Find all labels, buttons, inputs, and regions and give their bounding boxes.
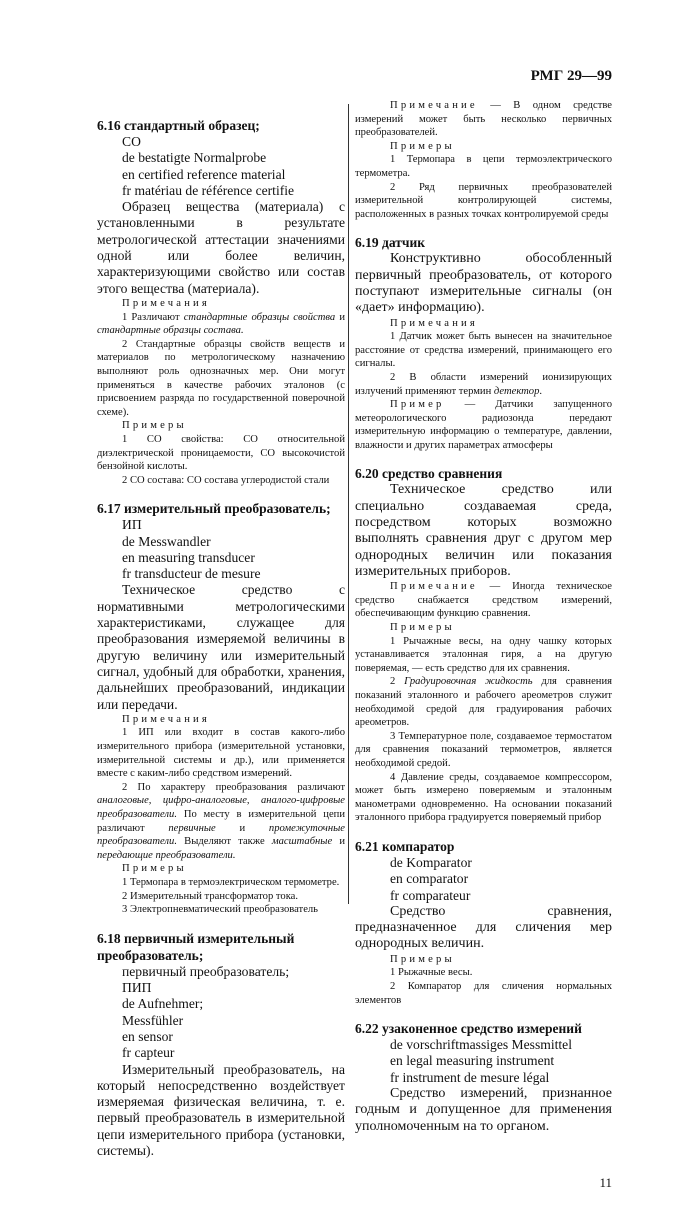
column-divider	[348, 104, 349, 904]
term-translation	[97, 134, 345, 150]
term-translation	[97, 1029, 345, 1045]
document-code-header: РМГ 29—99	[530, 68, 612, 84]
notes-heading	[97, 419, 345, 433]
text-run: Примечания	[390, 317, 478, 329]
text-run: fr transducteur de mesure	[122, 566, 261, 582]
note-paragraph	[355, 771, 612, 825]
section-title: измерительный преобразователь;	[124, 501, 331, 517]
text-run: 2 В области измерений ионизирующих излучений применяют термин	[355, 371, 612, 397]
term-section	[97, 930, 345, 1160]
section-title: стандартный образец;	[124, 118, 260, 133]
section-heading	[355, 838, 612, 855]
definition	[97, 199, 345, 297]
text-run: ПИП	[122, 980, 152, 996]
term-translation	[355, 1053, 612, 1069]
term-translation	[97, 1013, 345, 1029]
text-run: en comparator	[390, 871, 469, 887]
text-run: стандартные образцы свойства	[183, 311, 336, 323]
text-run: Messfühler	[122, 1012, 184, 1028]
text-run: Выделяют также	[177, 836, 272, 848]
text-run: en certified reference material	[122, 166, 286, 182]
text-run: .	[539, 385, 543, 397]
term-translation	[355, 888, 612, 904]
text-run: fr instrument de mesure légal	[390, 1069, 550, 1085]
section-heading	[355, 465, 612, 482]
text-run: en measuring transducer	[122, 549, 255, 565]
definition	[355, 1086, 612, 1135]
page-number: 11	[599, 1174, 612, 1190]
text-run: Средство сравнения, предназначенное для сличения мер однородных величин.	[355, 903, 612, 952]
text-run: 2	[390, 676, 405, 688]
notes-heading	[97, 862, 345, 876]
text-run: 3 Температурное поле, создаваемое термостатом для сравнения показаний термометров, является необходимой средой.	[355, 730, 612, 769]
term-translation	[97, 517, 345, 533]
term-translation	[97, 534, 345, 550]
section-heading	[97, 930, 345, 964]
term-section	[355, 838, 612, 1007]
text-run: 1 Термопара в термоэлектрическом термометре.	[122, 876, 340, 888]
notes-heading	[355, 317, 612, 331]
text-run: 2 По характеру преобразования различают	[122, 781, 345, 793]
note-paragraph	[355, 980, 612, 1007]
text-run: Примечания	[122, 713, 210, 725]
text-run: стандартные образцы состава.	[97, 325, 244, 337]
section-number: 6.22	[355, 1021, 379, 1037]
notes-heading	[97, 297, 345, 311]
right-column	[355, 99, 612, 1135]
text-run: 1 Рычажные весы, на одну чашку которых устанавливается эталонная гиря, а на другую поверяемая, — есть средство для их сравнения.	[355, 635, 612, 674]
text-run: 1 Рыжачные весы.	[390, 967, 473, 979]
left-column	[97, 117, 345, 1159]
note-paragraph	[355, 371, 612, 398]
left-column-wrapper	[97, 117, 345, 1172]
section-number: 6.19	[355, 235, 379, 251]
section-number: 6.17	[97, 501, 121, 517]
text-run: Средство измерений, признанное годным и допущенное для применения уполномоченным на то органом.	[355, 1085, 612, 1134]
term-translation	[97, 167, 345, 183]
text-run: de bestatigte Normalprobe	[122, 150, 267, 166]
term-section	[355, 1020, 612, 1135]
text-run: Конструктивно обособленный первичный преобразователь, от которого поступают измерительные сигналы (он «дает» информацию).	[355, 251, 612, 316]
text-run: en sensor	[122, 1028, 173, 1044]
notes-heading	[355, 621, 612, 635]
note-paragraph	[97, 474, 345, 488]
section-title: компаратор	[382, 838, 455, 854]
text-run: и	[332, 836, 345, 848]
text-run: СО	[122, 134, 141, 149]
term-translation	[97, 550, 345, 566]
text-run: en legal measuring instrument	[390, 1053, 555, 1069]
definition	[355, 904, 612, 953]
text-run: Техническое средство или специально создаваемая среда, посредством которых возможно выполнять сравнения друг с другом мер однородных величин или показания измерительных приборов.	[355, 482, 612, 579]
text-run: Примечание	[390, 581, 478, 593]
term-section	[355, 465, 612, 824]
note-paragraph	[97, 726, 345, 780]
term-section	[355, 234, 612, 452]
text-run: для сравнения показаний эталонного и рабочего ареометров служит необходимой средой для градуирования рабочих ареометров.	[355, 676, 612, 729]
text-run: fr comparateur	[390, 887, 471, 903]
note-paragraph	[355, 99, 612, 140]
text-run: 1 ИП или входит в состав какого-либо измерительного прибора (измерительной установки, измерительной системы и др.), или применяется вместе с каким-либо средством измерений.	[97, 727, 345, 780]
text-run: fr capteur	[122, 1045, 175, 1061]
text-run: Измерительный преобразователь, на который непосредственно воздействует измеряемая физическая величина, т. е. первый преобразователь в измерительной цепи измерительного прибора (установки, системы).	[97, 1061, 345, 1159]
text-run: — Датчики запущенного метеорологического радиозонда передают измерительную информацию о температуре, давлении, влажности и других параметрах атмосферы	[355, 399, 612, 451]
term-translation	[97, 980, 345, 996]
definition	[97, 582, 345, 712]
section-number: 6.16	[97, 118, 121, 133]
text-run: de Messwandler	[122, 533, 211, 549]
definition	[355, 482, 612, 580]
text-run: детектор	[493, 385, 540, 397]
note-paragraph	[355, 181, 612, 222]
term-translation	[97, 964, 345, 980]
text-run: 2 Ряд первичных преобразователей измерительной контролирующей системы, расположенных в разных точках контролируемой среды	[355, 181, 612, 220]
term-section	[97, 500, 345, 916]
term-translation	[97, 1045, 345, 1061]
text-run: промежуточные преобразователи.	[97, 822, 345, 848]
text-run: Примеры	[122, 420, 187, 432]
note-paragraph	[355, 153, 612, 180]
section-number: 6.21	[355, 838, 379, 854]
text-run: Примечание	[390, 100, 478, 111]
notes-heading	[355, 140, 612, 154]
text-run: 1 Датчик может быть вынесен на значительное расстояние от средства измерений, принимающего его сигналы.	[355, 331, 612, 370]
note-paragraph	[97, 781, 345, 863]
section-heading	[97, 500, 345, 517]
note-paragraph	[355, 966, 612, 980]
text-run: Примеры	[390, 953, 455, 965]
term-translation	[97, 183, 345, 199]
note-paragraph	[97, 876, 345, 890]
text-run: 1 Различают	[122, 311, 184, 323]
text-run: de vorschriftmassiges Messmittel	[390, 1037, 572, 1053]
text-run: 2 Стандартные образцы свойств веществ и материалов по метрологическому назначению выполняют роль однозначных мер. Они могут применяться в качестве рабочих эталонов (с присвоением разряда по государственной поверочной схеме).	[97, 338, 345, 418]
text-run: Образец вещества (материала) с установленными в результате метрологической аттестации значениями одной или более величин, характеризующими свойство или состав этого вещества (материала).	[97, 199, 345, 296]
notes-heading	[355, 953, 612, 967]
text-run: Пример	[390, 399, 445, 411]
text-run: масштабные	[271, 836, 333, 848]
text-run: — Иногда техническое средство снабжается средством измерений, обеспечивающим функцию сравнения.	[355, 581, 612, 620]
term-section	[355, 99, 612, 221]
note-paragraph	[97, 338, 345, 420]
text-run: ИП	[122, 517, 142, 533]
text-run: и	[215, 822, 269, 834]
term-section	[97, 117, 345, 487]
right-column-wrapper	[355, 99, 612, 1211]
text-run: de Komparator	[390, 854, 472, 870]
text-run: fr matériau de référence certifie	[122, 182, 295, 198]
text-run: аналоговые, цифро-аналоговые, аналого-цифровые преобразователи.	[97, 795, 345, 820]
text-run: Примеры	[390, 622, 455, 634]
definition	[355, 251, 612, 316]
note-paragraph	[355, 675, 612, 729]
text-run: 4 Давление среды, создаваемое компрессором, может быть измерено поверяемым и эталонным манометрами одновременно. На основании показаний эталонного прибора градуируется поверяемый прибор	[355, 771, 612, 824]
text-run: 2 Измерительный трансформатор тока.	[122, 890, 299, 902]
text-run: 1 Термопара в цепи термоэлектрического термометра.	[355, 154, 612, 179]
note-paragraph	[97, 890, 345, 904]
term-translation	[97, 996, 345, 1012]
note-paragraph	[355, 635, 612, 676]
section-heading	[97, 117, 345, 134]
text-run: Примеры	[390, 140, 455, 152]
term-translation	[355, 871, 612, 887]
text-run: de Aufnehmer;	[122, 996, 204, 1012]
term-translation	[97, 150, 345, 166]
text-run: — В одном средстве измерений может быть несколько первичных преобразователей.	[355, 100, 612, 139]
notes-heading	[97, 713, 345, 727]
note-paragraph	[97, 433, 345, 474]
section-heading	[355, 1020, 612, 1037]
text-run: Градуировочная жидкость	[404, 676, 533, 688]
text-run: 3 Электропневматический преобразователь	[122, 904, 319, 916]
section-title: датчик	[382, 235, 426, 251]
definition	[97, 1062, 345, 1160]
note-paragraph	[97, 311, 345, 338]
text-run: По месту в измерительной цепи различают	[97, 809, 345, 834]
section-heading	[355, 234, 612, 251]
text-run: первичный преобразователь;	[122, 963, 290, 979]
text-run: 2 СО состава: СО состава углеродистой стали	[122, 474, 330, 486]
section-number: 6.18	[97, 930, 121, 946]
note-paragraph	[355, 398, 612, 452]
text-run: передающие преобразователи.	[97, 849, 236, 861]
section-title: первичный измерительный преобразователь;	[97, 930, 295, 963]
section-number: 6.20	[355, 466, 379, 482]
text-run: Примечания	[122, 297, 210, 309]
section-title: узаконенное средство измерений	[382, 1021, 582, 1037]
note-paragraph	[355, 580, 612, 621]
text-run: и	[335, 311, 345, 323]
term-translation	[355, 1037, 612, 1053]
text-run: Техническое средство с нормативными метрологическими характеристиками, служащее для преобразования измеряемой величины в другую величину или измерительный сигнал, удобный для обработки, хранения, дальнейших преобразований, индикации или передачи.	[97, 582, 345, 712]
term-translation	[355, 855, 612, 871]
term-translation	[355, 1070, 612, 1086]
text-run: 1 СО свойства: СО относительной диэлектрической проницаемости, СО высокочистой бензойной кислоты.	[97, 433, 345, 473]
note-paragraph	[355, 730, 612, 771]
text-run: Примеры	[122, 863, 187, 875]
section-title: средство сравнения	[382, 466, 503, 482]
term-translation	[97, 566, 345, 582]
note-paragraph	[355, 330, 612, 371]
text-run: 2 Компаратор для сличения нормальных элементов	[355, 980, 612, 1006]
text-run: первичные	[168, 822, 216, 834]
note-paragraph	[97, 903, 345, 917]
